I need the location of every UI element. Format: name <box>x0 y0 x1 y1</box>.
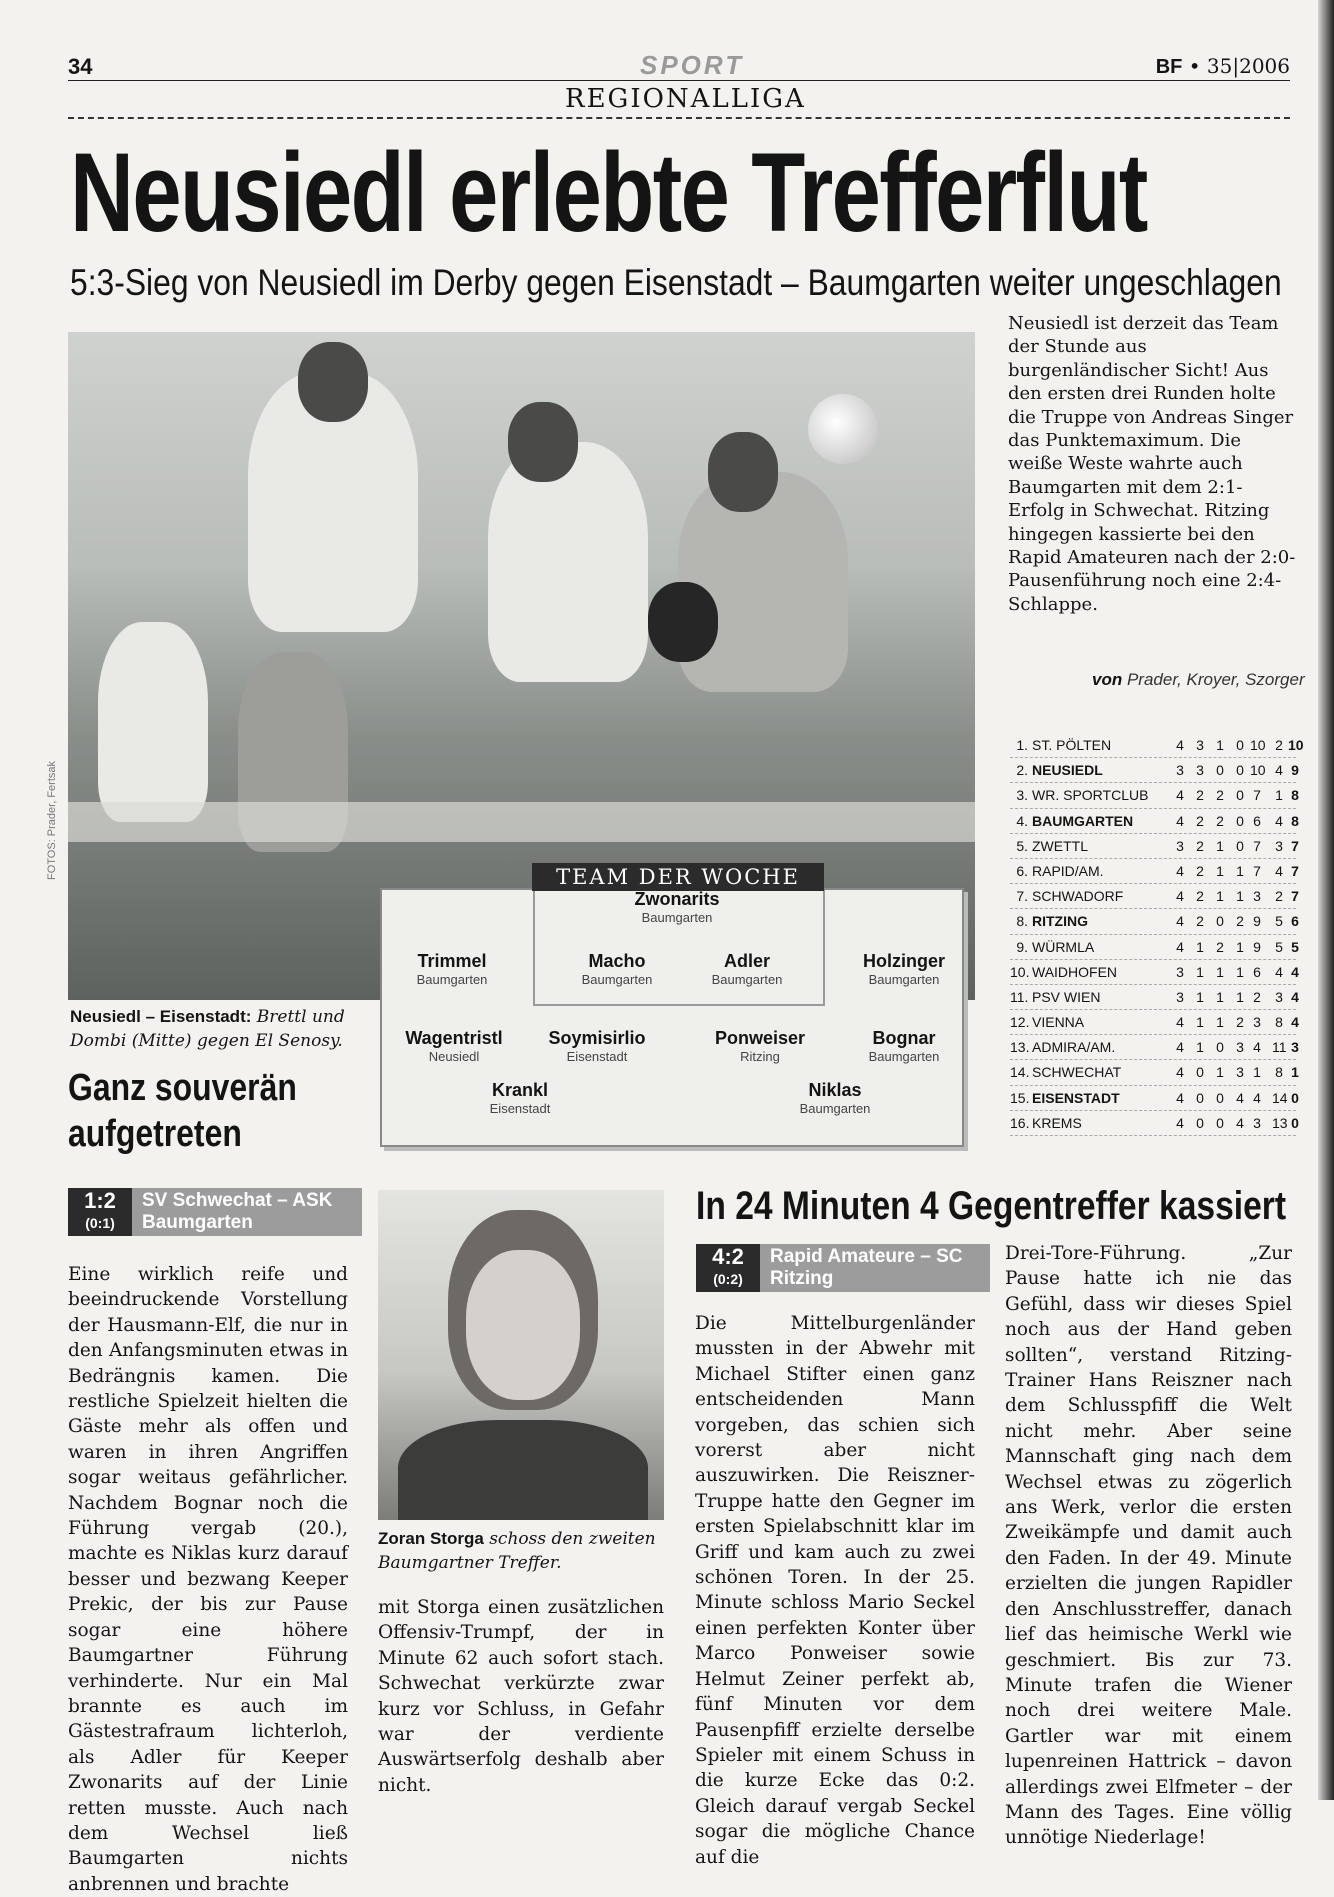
standings-team: ZWETTL <box>1032 837 1088 854</box>
standings-ga: 8 <box>1275 1014 1283 1031</box>
standings-gp: 4 <box>1176 787 1184 804</box>
standings-d: 0 <box>1216 1089 1224 1106</box>
standings-position: 1. <box>1016 737 1028 753</box>
issue-number: 35|2006 <box>1206 54 1290 78</box>
standings-row <box>1010 809 1299 834</box>
standings-l: 3 <box>1236 1064 1244 1081</box>
standings-l: 0 <box>1236 837 1244 854</box>
standings-ga: 4 <box>1275 862 1283 879</box>
standings-row <box>1010 1086 1299 1111</box>
article2-subhead: In 24 Minuten 4 Gegentreffer kassiert <box>696 1184 1287 1228</box>
standings-pts: 6 <box>1291 913 1299 930</box>
standings-w: 0 <box>1196 1089 1204 1106</box>
team-player <box>690 1028 830 1064</box>
standings-l: 2 <box>1236 913 1244 930</box>
article1-col2: mit Storga einen zusätzlichen Offensiv-Trumpf, der in Minute 62 auch sofort stach. Schwechat verkürzte zwar kurz vor Schluss, in Gefahr war der verdiente Auswärtserfolg deshalb aber nicht. <box>378 1597 664 1796</box>
player-name: Trimmel <box>417 951 487 971</box>
standings-gf: 6 <box>1253 812 1261 829</box>
standings-ga: 2 <box>1275 888 1283 905</box>
player-name: Wagentristl <box>405 1028 503 1048</box>
standings-l: 0 <box>1236 737 1244 753</box>
standings-gf: 6 <box>1253 963 1261 980</box>
team-player <box>384 1028 524 1064</box>
player-club: Baumgarten <box>799 1101 871 1116</box>
issue-info: BF • 35|2006 <box>1155 54 1290 78</box>
standings-d: 1 <box>1216 862 1224 879</box>
standings-team: RAPID/AM. <box>1032 862 1104 879</box>
standings-ga: 3 <box>1275 988 1283 1005</box>
standings-row <box>1010 758 1299 783</box>
standings-row <box>1010 1010 1299 1035</box>
standings-gp: 4 <box>1176 862 1184 879</box>
standings-l: 0 <box>1236 812 1244 829</box>
standings-ga: 1 <box>1275 787 1283 804</box>
byline-authors: Prader, Kroyer, Szorger <box>1126 670 1305 689</box>
standings-w: 3 <box>1196 762 1204 779</box>
dashed-divider <box>68 117 1290 119</box>
standings-w: 1 <box>1196 988 1204 1005</box>
standings-l: 4 <box>1236 1114 1244 1131</box>
brand-label: BF <box>1155 56 1183 78</box>
caption2-text: schoss den zweiten Baumgartner Treffer. <box>378 1529 656 1573</box>
standings-gf: 3 <box>1253 1114 1261 1131</box>
standings-d: 1 <box>1216 963 1224 980</box>
team-player <box>527 1028 667 1064</box>
standings-l: 1 <box>1236 938 1244 955</box>
standings-gp: 3 <box>1176 963 1184 980</box>
article1-col1: Eine wirklich reife und beeindruckende Vorstellung der Hausmann-Elf, die nur in den Anfangsminuten etwas in Bedrängnis kamen. Die restliche Spielzeit hielten die Gäste mehr als offen und waren in ihren Angriffen sogar weitaus gefährlicher. Nachdem Bognar noch die Führung vergab (20.), machte es Niklas kurz darauf besser und bezwang Keeper Prekic, der bis zur Pause sogar eine höhere Baumgartner Führung verhinderte. Nur ein Mal brannte es auch im Gästestrafraum lichterloh, als Adler für Keeper Zwonarits auf der Linie retten musste. Auch nach dem Wechsel ließ Baumgarten nichts anbrennen und brachte <box>68 1264 348 1895</box>
standings-l: 4 <box>1236 1089 1244 1106</box>
player-name: Niklas <box>808 1080 862 1100</box>
standings-gf: 9 <box>1253 913 1261 930</box>
player-name: Krankl <box>491 1080 549 1100</box>
standings-gp: 4 <box>1176 1064 1184 1081</box>
standings-l: 1 <box>1236 963 1244 980</box>
player-club: Baumgarten <box>868 972 940 987</box>
team-player <box>765 1080 905 1116</box>
standings-position: 16. <box>1010 1114 1030 1131</box>
standings-team: WÜRMLA <box>1032 938 1095 955</box>
standings-team: KREMS <box>1032 1114 1082 1131</box>
standings-gp: 4 <box>1176 1039 1184 1056</box>
standings-gf: 7 <box>1253 862 1261 879</box>
section-label: SPORT <box>640 50 745 80</box>
header-rule <box>68 80 1290 81</box>
standings-position: 9. <box>1016 938 1028 955</box>
standings-ga: 4 <box>1275 963 1283 980</box>
score-halftime: (0:2) <box>713 1271 743 1287</box>
team-player <box>834 1028 974 1064</box>
standings-team: RITZING <box>1032 913 1088 930</box>
player-club: Neusiedl <box>428 1049 480 1064</box>
article2-scorebox <box>696 1244 990 1292</box>
standings-ga: 5 <box>1275 938 1283 955</box>
standings-position: 6. <box>1016 862 1028 879</box>
photo-caption <box>70 1005 360 1053</box>
standings-d: 1 <box>1216 888 1224 905</box>
standings-d: 1 <box>1216 988 1224 1005</box>
team-player <box>382 951 522 987</box>
standings-gf: 4 <box>1253 1089 1261 1106</box>
player-name: Macho <box>588 951 646 971</box>
standings-team: WAIDHOFEN <box>1032 963 1118 980</box>
standings-ga: 4 <box>1275 812 1283 829</box>
standings-position: 14. <box>1010 1064 1030 1081</box>
standings-pts: 1 <box>1291 1064 1299 1081</box>
standings-gp: 4 <box>1176 1089 1184 1106</box>
standings-l: 0 <box>1236 787 1244 804</box>
caption2-lead: Zoran Storga <box>378 1529 484 1548</box>
standings-position: 13. <box>1010 1039 1030 1056</box>
standings-row <box>1010 834 1299 859</box>
player-club: Baumgarten <box>641 910 713 925</box>
standings-gp: 4 <box>1176 812 1184 829</box>
standings-row <box>1010 1035 1299 1060</box>
standings-team: NEUSIEDL <box>1032 762 1103 779</box>
standings-team: EISENSTADT <box>1032 1089 1120 1106</box>
player-club: Baumgarten <box>711 972 783 987</box>
standings-pts: 8 <box>1291 787 1299 804</box>
standings-gp: 4 <box>1176 938 1184 955</box>
standings-pts: 4 <box>1291 1014 1299 1031</box>
standings-l: 2 <box>1236 1014 1244 1031</box>
standings-pts: 5 <box>1291 938 1299 955</box>
byline-prefix: von <box>1092 670 1123 689</box>
standings-d: 1 <box>1216 1014 1224 1031</box>
standings-row <box>1010 733 1304 758</box>
player-name: Bognar <box>872 1028 936 1048</box>
score-result: 4:2 <box>712 1244 744 1269</box>
standings-row <box>1010 960 1299 985</box>
standings-row <box>1010 1111 1299 1136</box>
standings-ga: 13 <box>1272 1114 1288 1131</box>
standings-gp: 3 <box>1176 837 1184 854</box>
standings-pts: 7 <box>1291 862 1299 879</box>
score-result: 1:2 <box>84 1188 116 1213</box>
standings-pts: 4 <box>1291 988 1299 1005</box>
standings-pts: 0 <box>1291 1114 1299 1131</box>
standings-position: 3. <box>1016 787 1028 804</box>
standings-pts: 10 <box>1288 737 1304 753</box>
standings-w: 1 <box>1196 938 1204 955</box>
article1-subhead: Ganz souverän aufgetreten <box>68 1067 297 1155</box>
article2-col1: Die Mittelburgenländer mussten in der Abwehr mit Michael Stifter einen ganz entscheidenden Mann vorgeben, das schien sich vorerst aber nicht auszuwirken. Die Reiszner-Truppe hatte den Gegner im ersten Spielabschnitt klar im Griff und kam auch zu zwei schönen Toren. In der 25. Minute schloss Mario Seckel einen perfekten Konter über Marco Ponweiser sowie Helmut Zeiner perfekt ab, fünf Minuten vor dem Pausenpfiff erzielte derselbe Spieler mit einem Schuss in die kurze Ecke das 0:2. Gleich darauf vergab Seckel sogar die mögliche Chance auf die <box>695 1313 975 1868</box>
standings-position: 12. <box>1010 1014 1030 1031</box>
standings-position: 5. <box>1016 837 1028 854</box>
page-number: 34 <box>68 54 93 79</box>
standings-w: 2 <box>1196 837 1204 854</box>
standings-gf: 2 <box>1253 988 1261 1005</box>
team-player <box>547 951 687 987</box>
standings-position: 4. <box>1016 812 1028 829</box>
standings-w: 2 <box>1196 862 1204 879</box>
standings-ga: 11 <box>1272 1039 1287 1056</box>
team-player <box>607 889 747 925</box>
score-halftime: (0:1) <box>85 1215 115 1231</box>
standings-d: 1 <box>1216 737 1224 753</box>
standings-ga: 8 <box>1275 1064 1283 1081</box>
standings-w: 2 <box>1196 787 1204 804</box>
team-player <box>450 1080 590 1116</box>
standings-gf: 7 <box>1253 837 1261 854</box>
standings-w: 3 <box>1196 737 1204 753</box>
standings-position: 10. <box>1010 963 1030 980</box>
standings-w: 2 <box>1196 812 1204 829</box>
storga-caption <box>378 1527 668 1575</box>
intro-text: Neusiedl ist derzeit das Team der Stunde aus burgenländischer Sicht! Aus den ersten drei Runden holte die Truppe von Andreas Singer das Punktemaximum. Die weiße Weste wahrte auch Baumgarten mit dem 2:1-Erfolg in Schwechat. Ritzing hingegen kassierte bei den Rapid Amateuren nach der 2:0-Pausenführung noch eine 2:4-Schlappe. <box>1008 313 1296 615</box>
player-name: Holzinger <box>862 951 945 971</box>
standings-gf: 10 <box>1250 762 1266 779</box>
team-player <box>834 951 974 987</box>
standings-gf: 10 <box>1250 737 1266 753</box>
standings-position: 7. <box>1016 888 1028 905</box>
standings-team: PSV WIEN <box>1032 988 1101 1005</box>
standings-pts: 4 <box>1291 963 1299 980</box>
page-edge <box>1318 0 1334 1800</box>
player-name: Zwonarits <box>634 889 720 909</box>
player-club: Baumgarten <box>868 1049 940 1064</box>
standings-position: 11. <box>1010 988 1029 1005</box>
standings-gf: 9 <box>1253 938 1261 955</box>
standings-d: 0 <box>1216 1114 1224 1131</box>
standings-d: 2 <box>1216 812 1224 829</box>
standings-ga: 14 <box>1272 1089 1288 1106</box>
standings-team: BAUMGARTEN <box>1032 812 1134 829</box>
article2-col2: Drei-Tore-Führung. „Zur Pause hatte ich nie das Gefühl, dass wir dieses Spiel noch aus der Hand geben sollten“, verstand Ritzing-Trainer Hans Reiszner nach dem Schlusspfiff die Welt nicht mehr. Aber seine Mannschaft ging nach dem Wechsel etwas zu zögerlich ans Werk, verlor die ersten Zweikämpfe und damit auch den Faden. In der 49. Minute erzielten die jungen Rapidler den Anschlusstreffer, danach lief das heimische Werkl wie geschmiert. Bis zur 73. Minute trafen die Wiener noch drei weitere Male. Gartler war mit einem lupenreinen Hattrick – davon allerdings zwei Elfmeter – der Mann des Tages. Eine völlig unnötige Niederlage! <box>1005 1243 1292 1849</box>
standings-d: 0 <box>1216 1039 1224 1056</box>
standings-gp: 3 <box>1176 988 1184 1005</box>
standings-row <box>1010 783 1299 808</box>
standings-d: 1 <box>1216 837 1224 854</box>
standings-pts: 7 <box>1291 837 1299 854</box>
standings-gp: 3 <box>1176 762 1184 779</box>
caption-lead: Neusiedl – Eisenstadt: <box>70 1007 252 1026</box>
standings-ga: 2 <box>1275 737 1283 753</box>
standings-d: 2 <box>1216 787 1224 804</box>
standings-gp: 4 <box>1176 1114 1184 1131</box>
player-club: Baumgarten <box>581 972 653 987</box>
standings-w: 2 <box>1196 913 1204 930</box>
standings-d: 2 <box>1216 938 1224 955</box>
player-club: Eisenstadt <box>489 1101 551 1116</box>
player-name: Soymisirlio <box>548 1028 646 1048</box>
standings-l: 1 <box>1236 988 1244 1005</box>
byline <box>1092 670 1305 690</box>
standings-row <box>1010 1060 1299 1085</box>
standings-pts: 0 <box>1291 1089 1299 1106</box>
storga-photo <box>378 1190 664 1520</box>
standings-w: 1 <box>1196 1014 1204 1031</box>
standings-gf: 7 <box>1253 787 1261 804</box>
standings-gf: 3 <box>1253 1014 1261 1031</box>
standings-position: 2. <box>1016 762 1028 779</box>
team-of-week-title: TEAM DER WOCHE <box>532 863 824 891</box>
headline: Neusiedl erlebte Trefferflut <box>70 130 1147 255</box>
standings-w: 2 <box>1196 888 1204 905</box>
standings-w: 0 <box>1196 1064 1204 1081</box>
rubric: REGIONALLIGA <box>565 84 806 114</box>
match-label: SV Schwechat – ASK Baumgarten <box>132 1188 362 1236</box>
player-name: Ponweiser <box>714 1028 806 1048</box>
standings-team: SCHWADORF <box>1032 888 1124 905</box>
match-label: Rapid Amateure – SC Ritzing <box>760 1244 990 1292</box>
standings-team: ST. PÖLTEN <box>1032 737 1112 753</box>
player-name: Adler <box>723 951 770 971</box>
caption-text: Brettl und Dombi (Mitte) gegen El Senosy. <box>70 1007 345 1051</box>
standings-gf: 4 <box>1253 1039 1261 1056</box>
standings-table <box>1010 733 1304 1136</box>
standings-gp: 4 <box>1176 1014 1184 1031</box>
standings-team: SCHWECHAT <box>1032 1064 1122 1081</box>
standings-l: 0 <box>1236 762 1244 779</box>
standings-row <box>1010 985 1299 1010</box>
standings-l: 1 <box>1236 888 1244 905</box>
standings-gp: 4 <box>1176 913 1184 930</box>
standings-team: ADMIRA/AM. <box>1032 1039 1116 1056</box>
standings-ga: 4 <box>1275 762 1283 779</box>
standings-gp: 4 <box>1176 737 1184 753</box>
standings-pts: 8 <box>1291 812 1299 829</box>
standings-gf: 3 <box>1253 888 1261 905</box>
subheadline: 5:3-Sieg von Neusiedl im Derby gegen Eisenstadt – Baumgarten weiter ungeschlagen <box>70 262 1282 303</box>
standings-w: 1 <box>1196 963 1204 980</box>
standings-l: 3 <box>1236 1039 1244 1056</box>
standings-gp: 4 <box>1176 888 1184 905</box>
standings-ga: 3 <box>1275 837 1283 854</box>
standings-position: 15. <box>1010 1089 1030 1106</box>
standings-w: 1 <box>1196 1039 1204 1056</box>
standings-l: 1 <box>1236 862 1244 879</box>
standings-position: 8. <box>1016 913 1028 930</box>
standings-gf: 1 <box>1253 1064 1261 1081</box>
player-club: Baumgarten <box>416 972 488 987</box>
standings-team: VIENNA <box>1032 1014 1085 1031</box>
standings-d: 1 <box>1216 1064 1224 1081</box>
standings-d: 0 <box>1216 762 1224 779</box>
standings-row <box>1010 909 1299 934</box>
player-club: Eisenstadt <box>566 1049 628 1064</box>
standings-d: 0 <box>1216 913 1224 930</box>
standings-row <box>1010 935 1299 960</box>
player-club: Ritzing <box>740 1049 780 1064</box>
standings-row <box>1010 859 1299 884</box>
standings-ga: 5 <box>1275 913 1283 930</box>
standings-pts: 3 <box>1291 1039 1299 1056</box>
standings-row <box>1010 884 1299 909</box>
standings-team: WR. SPORTCLUB <box>1032 787 1149 804</box>
standings-w: 0 <box>1196 1114 1204 1131</box>
standings-pts: 9 <box>1291 762 1299 779</box>
team-player <box>677 951 817 987</box>
standings-pts: 7 <box>1291 888 1299 905</box>
photo-credit: FOTOS: Prader, Fertsak <box>46 761 58 880</box>
article1-scorebox <box>68 1188 362 1236</box>
